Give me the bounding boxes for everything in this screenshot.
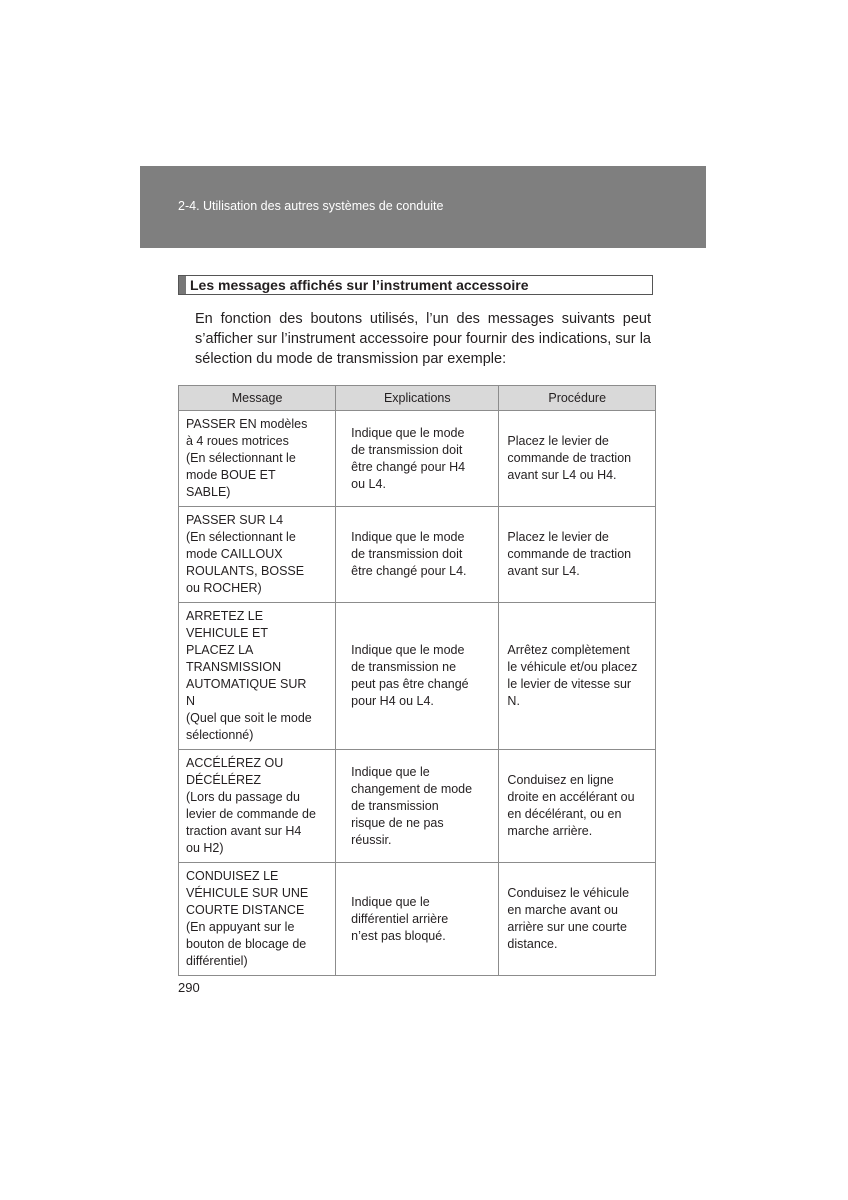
chapter-title: 2-4. Utilisation des autres systèmes de conduite [178,199,444,213]
procedure-cell: Placez le levier de commande de traction avant sur L4. [499,507,656,603]
column-header-procedure: Procédure [499,386,656,411]
section-marker [179,276,186,294]
message-cell: ACCÉLÉREZ OU DÉCÉLÉREZ (Lors du passage du levier de commande de traction avant sur H4 ou H2) [179,750,336,863]
column-header-explications: Explications [336,386,499,411]
chapter-header-band [140,166,706,248]
table-row [179,603,656,750]
message-cell: PASSER EN modèles à 4 roues motrices (En sélectionnant le mode BOUE ET SABLE) [179,411,336,507]
explication-cell: Indique que le changement de mode de transmission risque de ne pas réussir. [336,750,499,863]
intro-paragraph: En fonction des boutons utilisés, l’un des messages suivants peut s’afficher sur l’instrument accessoire pour fournir des indications, sur la sélection du mode de transmission par exemple: [195,311,651,367]
messages-table [178,385,656,976]
procedure-cell: Conduisez en ligne droite en accélérant ou en décélérant, ou en marche arrière. [499,750,656,863]
explication-cell: Indique que le mode de transmission ne peut pas être changé pour H4 ou L4. [336,603,499,750]
table-header-row [179,386,656,411]
table-row [179,411,656,507]
table-row [179,507,656,603]
message-cell: ARRETEZ LE VEHICULE ET PLACEZ LA TRANSMISSION AUTOMATIQUE SUR N (Quel que soit le mode sélectionné) [179,603,336,750]
message-cell: CONDUISEZ LE VÉHICULE SUR UNE COURTE DISTANCE (En appuyant sur le bouton de blocage de différentiel) [179,863,336,976]
explication-cell: Indique que le mode de transmission doit être changé pour H4 ou L4. [336,411,499,507]
section-heading [178,275,653,295]
procedure-cell: Arrêtez complètement le véhicule et/ou placez le levier de vitesse sur N. [499,603,656,750]
table-row [179,750,656,863]
column-header-message: Message [179,386,336,411]
procedure-cell: Placez le levier de commande de traction avant sur L4 ou H4. [499,411,656,507]
explication-cell: Indique que le mode de transmission doit être changé pour L4. [336,507,499,603]
section-title: Les messages affichés sur l’instrument accessoire [190,277,529,293]
table-row [179,863,656,976]
message-cell: PASSER SUR L4 (En sélectionnant le mode CAILLOUX ROULANTS, BOSSE ou ROCHER) [179,507,336,603]
explication-cell: Indique que le différentiel arrière n’est pas bloqué. [336,863,499,976]
page-number: 290 [178,980,200,995]
procedure-cell: Conduisez le véhicule en marche avant ou arrière sur une courte distance. [499,863,656,976]
